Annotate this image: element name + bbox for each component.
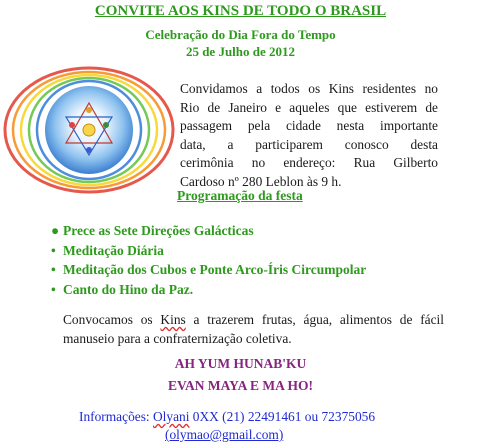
contact-name: Olyani bbox=[153, 409, 190, 424]
program-item-label: Meditação dos Cubos e Ponte Arco-Íris Circumpolar bbox=[63, 262, 367, 277]
intro-line: Convidamos a todos os Kins residentes no bbox=[180, 81, 438, 96]
intro-line: Rio de Janeiro e aqueles que estiverem de bbox=[180, 99, 438, 115]
program-list bbox=[51, 221, 367, 299]
page-title: CONVITE AOS KINS DE TODO O BRASIL bbox=[94, 3, 387, 19]
closing-text: Convocamos os bbox=[63, 312, 161, 327]
event-subtitle: Celebração do Dia Fora do Tempo bbox=[145, 27, 336, 42]
bullet-icon: • bbox=[51, 242, 56, 258]
closing-line: manuseio para a confraternização coletiva. bbox=[63, 330, 292, 346]
closing-text: a trazerem frutas, água, alimentos de fácil bbox=[185, 312, 444, 327]
closing-line bbox=[63, 311, 444, 330]
list-item bbox=[51, 280, 366, 300]
closing-paragraph bbox=[63, 311, 444, 348]
list-item bbox=[51, 260, 367, 280]
bullet-icon: • bbox=[51, 262, 56, 277]
contact-label: Informações: bbox=[79, 409, 153, 424]
contact-email-link[interactable]: (olymao@gmail.com) bbox=[165, 427, 284, 442]
list-item bbox=[51, 221, 366, 241]
list-item bbox=[51, 241, 366, 261]
blessing-line-1: AH YUM HUNAB'KU bbox=[174, 356, 307, 371]
intro-line: data, a participarem conosco desta bbox=[180, 136, 438, 152]
intro-line: cerimônia no endereço: Rua Gilberto bbox=[180, 155, 438, 170]
galactic-sphere-icon bbox=[2, 55, 177, 210]
program-item-label: Canto do Hino da Paz. bbox=[63, 281, 194, 297]
closing-text: Kins bbox=[160, 312, 186, 327]
intro-line: Cardoso nº 280 Leblon às 9 h. bbox=[180, 173, 342, 189]
bullet-icon: ● bbox=[51, 223, 60, 238]
invitation-paragraph bbox=[180, 80, 438, 191]
event-date: 25 de Julho de 2012 bbox=[185, 44, 296, 59]
bullet-icon: • bbox=[51, 281, 56, 297]
program-heading: Programação da festa bbox=[177, 188, 303, 203]
program-item-label: Prece as Sete Direções Galácticas bbox=[63, 223, 254, 238]
blessing-line-2: EVAN MAYA E MA HO! bbox=[167, 378, 314, 393]
contact-phones: 0XX (21) 22491461 ou 72375056 bbox=[189, 409, 376, 424]
intro-line: passagem pela cidade nesta importante bbox=[180, 118, 438, 133]
contact-line bbox=[79, 409, 375, 425]
program-item-label: Meditação Diária bbox=[63, 242, 164, 258]
